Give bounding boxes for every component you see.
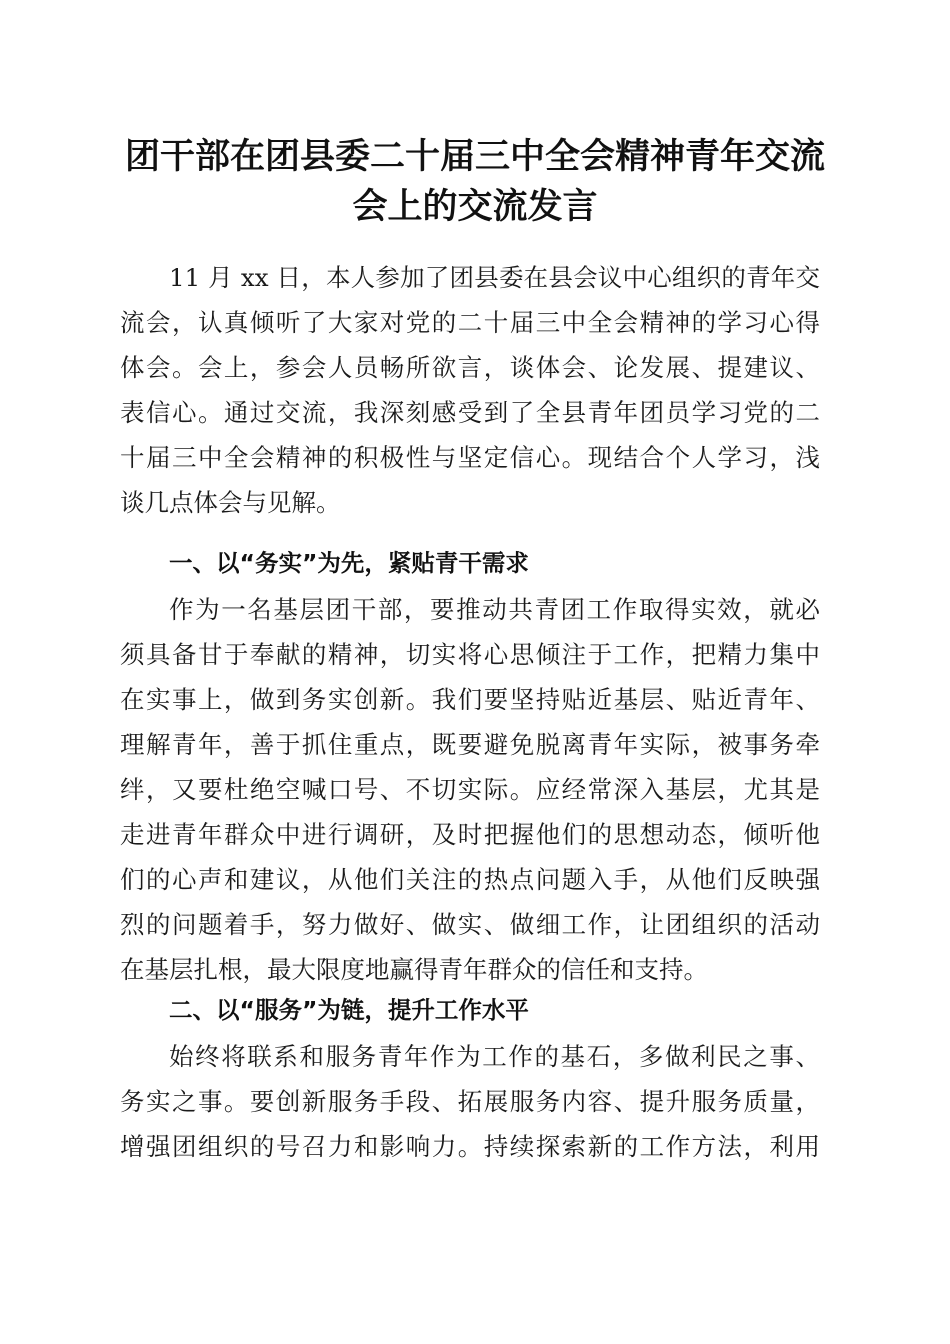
section-1-line: 在实事上，做到务实创新。我们要坚持贴近基层、贴近青年、 — [120, 685, 820, 714]
document-title — [110, 132, 840, 232]
intro-line: 表信心。通过交流，我深刻感受到了全县青年团员学习党的二 — [120, 398, 820, 427]
section-1-line: 须具备甘于奉献的精神，切实将心思倾注于工作，把精力集中 — [120, 640, 820, 669]
section-2-line: 增强团组织的号召力和影响力。持续探索新的工作方法，利用 — [120, 1132, 820, 1161]
section-1-line: 们的心声和建议，从他们关注的热点问题入手，从他们反映强 — [120, 865, 820, 894]
section-1-paragraph — [120, 587, 820, 992]
section-1-line: 理解青年，善于抓住重点，既要避免脱离青年实际，被事务牵 — [120, 730, 820, 759]
intro-line: 谈几点体会与见解。 — [120, 488, 341, 517]
title-line-2: 会上的交流发言 — [352, 186, 598, 227]
section-2-paragraph — [120, 1034, 820, 1169]
section-1-line: 在基层扎根，最大限度地赢得青年群众的信任和支持。 — [120, 955, 708, 984]
section-1-heading: 一、以“务实”为先，紧贴青干需求 — [169, 549, 529, 577]
section-1-line: 烈的问题着手，努力做好、做实、做细工作，让团组织的活动 — [120, 910, 820, 939]
intro-line: 流会，认真倾听了大家对党的二十届三中全会精神的学习心得 — [120, 308, 820, 337]
title-line-1: 团干部在团县委二十届三中全会精神青年交流 — [124, 136, 825, 177]
section-1-line: 走进青年群众中进行调研，及时把握他们的思想动态，倾听他 — [120, 820, 820, 849]
section-2-heading: 二、以“服务”为链，提升工作水平 — [169, 996, 529, 1024]
intro-line: 11 月 xx 日，本人参加了团县委在县会议中心组织的青年交 — [169, 263, 820, 292]
section-2-line: 始终将联系和服务青年作为工作的基石，多做利民之事、 — [169, 1042, 820, 1071]
intro-line: 十届三中全会精神的积极性与坚定信心。现结合个人学习，浅 — [120, 443, 820, 472]
intro-paragraph — [120, 255, 820, 525]
intro-line: 体会。会上，参会人员畅所欲言，谈体会、论发展、提建议、 — [120, 353, 820, 382]
section-1-line: 绊，又要杜绝空喊口号、不切实际。应经常深入基层，尤其是 — [120, 775, 820, 804]
section-1-line: 作为一名基层团干部，要推动共青团工作取得实效，就必 — [169, 595, 820, 624]
section-2-line: 务实之事。要创新服务手段、拓展服务内容、提升服务质量， — [120, 1087, 820, 1116]
